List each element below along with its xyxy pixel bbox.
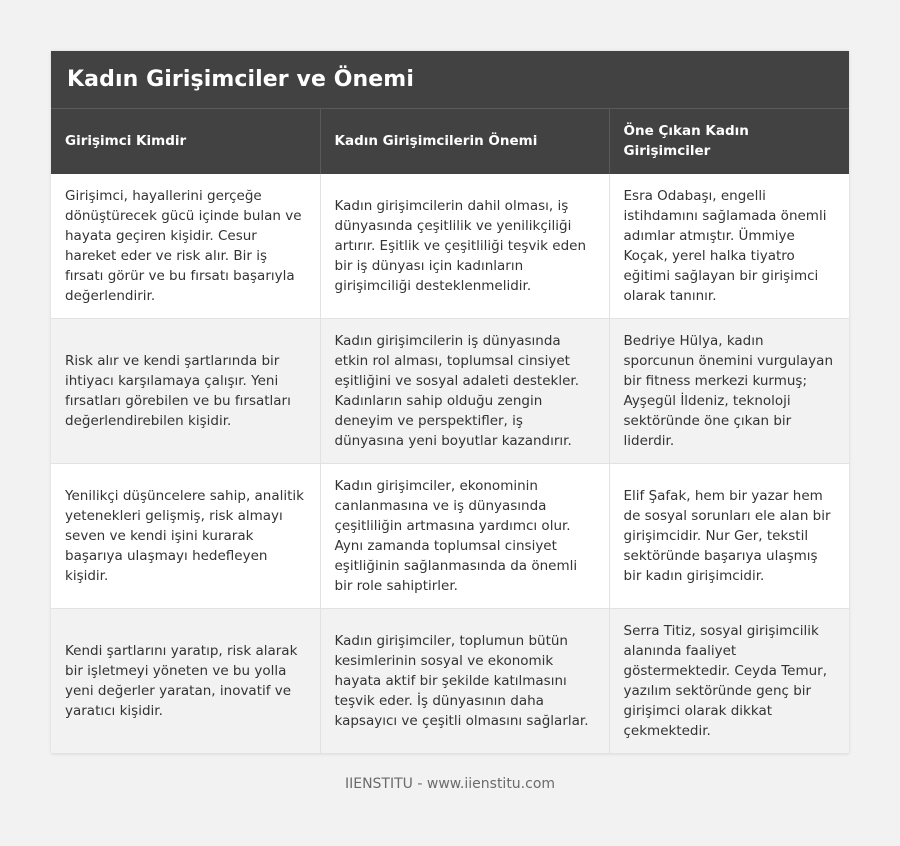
table-row: [51, 174, 849, 319]
table-body: [51, 174, 849, 754]
table-cell: Esra Odabaşı, engelli istihdamını sağlamada önemli adımlar atmıştır. Ümmiye Koçak, yerel halka tiyatro eğitimi sağlayan bir girişimci olarak tanınır.: [609, 174, 849, 319]
data-table: [51, 108, 849, 754]
table-cell: Kadın girişimcilerin dahil olması, iş dünyasında çeşitlilik ve yenilikçiliği artırır. Eşitlik ve çeşitliliği teşvik eden bir iş dünyası için kadınların girişimciliği desteklenmelidir.: [320, 174, 609, 319]
table-card: [51, 51, 849, 754]
table-row: [51, 609, 849, 754]
table-row: [51, 319, 849, 464]
footer-credit: IIENSTITU - www.iienstitu.com: [344, 776, 556, 792]
table-cell: Yenilikçi düşüncelere sahip, analitik yetenekleri gelişmiş, risk almayı seven ve kendi işini kurarak başarıya ulaşmayı hedefleyen kişidir.: [51, 464, 320, 609]
table-cell: Elif Şafak, hem bir yazar hem de sosyal sorunları ele alan bir girişimcidir. Nur Ger, tekstil sektöründe başarıya ulaşmış bir kadın girişimcidir.: [609, 464, 849, 609]
table-cell: Bedriye Hülya, kadın sporcunun önemini vurgulayan bir fitness merkezi kurmuş; Ayşegül İldeniz, teknoloji sektöründe öne çıkan bir liderdir.: [609, 319, 849, 464]
table-header: [51, 109, 849, 174]
table-cell: Kadın girişimcilerin iş dünyasında etkin rol alması, toplumsal cinsiyet eşitliğini ve sosyal adaleti destekler. Kadınların sahip olduğu zengin deneyim ve perspektifler, iş dünyasına yeni boyutlar kazandırır.: [320, 319, 609, 464]
column-header-kadin-girisimcilerin-onemi: Kadın Girişimcilerin Önemi: [320, 109, 609, 174]
table-cell: Risk alır ve kendi şartlarında bir ihtiyacı karşılamaya çalışır. Yeni fırsatları görebilen ve bu fırsatları değerlendirebilen kişidir.: [51, 319, 320, 464]
header-row: [51, 109, 849, 174]
table-cell: Serra Titiz, sosyal girişimcilik alanında faaliyet göstermektedir. Ceyda Temur, yazılım sektöründe genç bir girişimci olarak dikkat çekmektedir.: [609, 609, 849, 754]
table-cell: Kadın girişimciler, toplumun bütün kesimlerinin sosyal ve ekonomik hayata aktif bir şekilde katılmasını teşvik eder. İş dünyasının daha kapsayıcı ve çeşitli olmasını sağlarlar.: [320, 609, 609, 754]
table-cell: Kadın girişimciler, ekonominin canlanmasına ve iş dünyasında çeşitliliğin artmasına yardımcı olur. Aynı zamanda toplumsal cinsiyet eşitliğinin sağlanmasında da önemli bir role sahiptirler.: [320, 464, 609, 609]
column-header-girisimci-kimdir: Girişimci Kimdir: [51, 109, 320, 174]
table-title: Kadın Girişimciler ve Önemi: [51, 51, 849, 108]
table-cell: Kendi şartlarını yaratıp, risk alarak bir işletmeyi yöneten ve bu yolla yeni değerler yaratan, inovatif ve yaratıcı kişidir.: [51, 609, 320, 754]
table-row: [51, 464, 849, 609]
table-cell: Girişimci, hayallerini gerçeğe dönüştürecek gücü içinde bulan ve hayata geçiren kişidir. Cesur hareket eder ve risk alır. Bir iş fırsatı görür ve bu fırsatı başarıyla değerlendirir.: [51, 174, 320, 319]
column-header-one-cikan-kadin-girisimciler: Öne Çıkan Kadın Girişimciler: [609, 109, 849, 174]
